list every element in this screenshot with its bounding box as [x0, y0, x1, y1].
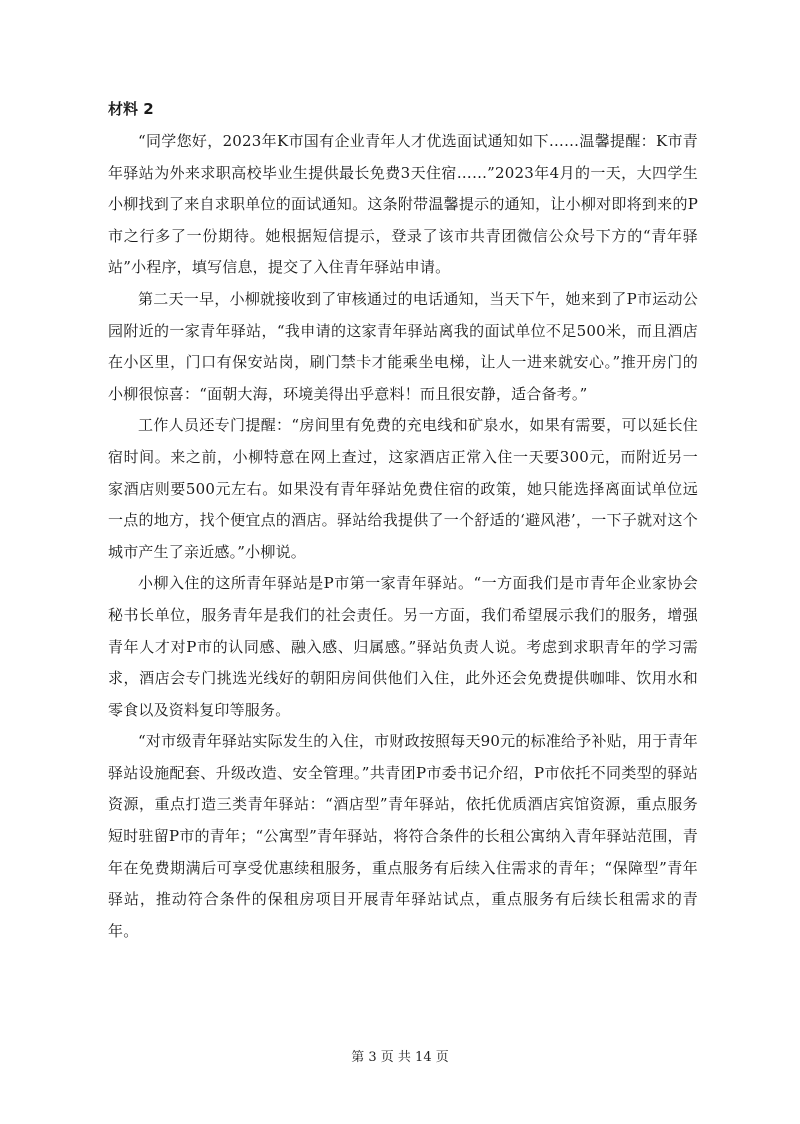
section-title: 材料 2	[108, 100, 154, 118]
paragraph-3: 工作人员还专门提醒：“房间里有免费的充电线和矿泉水，如果有需要，可以延长住宿时间。来之前，小柳特意在网上查过，这家酒店正常入住一天要300元，而附近另一家酒店则要500元左右。如果没有青年驿站免费住宿的政策，她只能选择离面试单位远一点的地方，找个便宜点的酒店。驿站给我提供了一个舒适的‘避风港’，一下子就对这个城市产生了亲近感。”小柳说。	[108, 416, 698, 561]
paragraph-5: “对市级青年驿站实际发生的入住，市财政按照每天90元的标准给予补贴，用于青年驿站设施配套、升级改造、安全管理。”共青团P市委书记介绍，P市依托不同类型的驿站资源，重点打造三类青年驿站：“酒店型”青年驿站，依托优质酒店宾馆资源，重点服务短时驻留P市的青年；“公寓型”青年驿站，将符合条件的长租公寓纳入青年驿站范围，青年在免费期满后可享受优惠续租服务，重点服务有后续入住需求的青年；“保障型”青年驿站，推动符合条件的保租房项目开展青年驿站试点，重点服务有后续长租需求的青年。	[108, 732, 698, 940]
document-body	[108, 92, 698, 947]
paragraph-4: 小柳入住的这所青年驿站是P市第一家青年驿站。“一方面我们是市青年企业家协会秘书长单位，服务青年是我们的社会责任。另一方面，我们希望展示我们的服务，增强青年人才对P市的认同感、融入感、归属感。”驿站负责人说。考虑到求职青年的学习需求，酒店会专门挑选光线好的朝阳房间供他们入住，此外还会免费提供咖啡、饮用水和零食以及资料复印等服务。	[108, 574, 698, 719]
paragraph-2: 第二天一早，小柳就接收到了审核通过的电话通知，当天下午，她来到了P市运动公园附近的一家青年驿站，“我申请的这家青年驿站离我的面试单位不足500米，而且酒店在小区里，门口有保安站岗，刷门禁卡才能乘坐电梯，让人一进来就安心。”推开房门的小柳很惊喜：“面朝大海，环境美得出乎意料！而且很安静，适合备考。”	[108, 289, 698, 403]
paragraph-1: “同学您好，2023年K市国有企业青年人才优选面试通知如下……温馨提醒：K市青年驿站为外来求职高校毕业生提供最长免费3天住宿……”2023年4月的一天，大四学生小柳找到了来自求职单位的面试通知。这条附带温馨提示的通知，让小柳对即将到来的P市之行多了一份期待。她根据短信提示，登录了该市共青团微信公众号下方的“青年驿站”小程序，填写信息，提交了入住青年驿站申请。	[108, 132, 698, 277]
page-footer: 第 3 页 共 14 页	[351, 1050, 449, 1065]
